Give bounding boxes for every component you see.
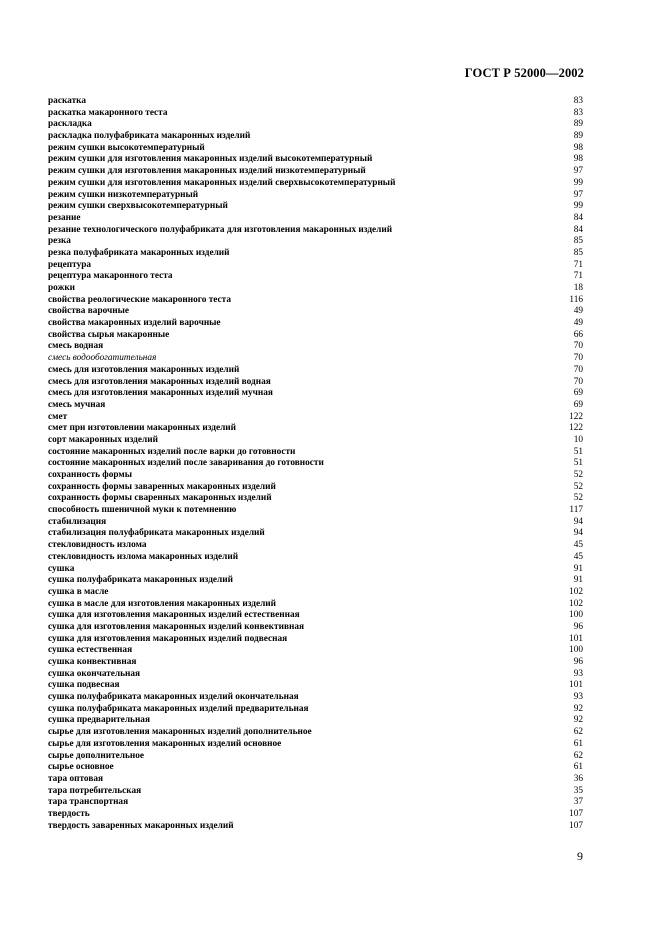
index-term: сушка для изготовления макаронных изделий естественная	[48, 610, 300, 621]
index-term: режим сушки высокотемпературный	[48, 142, 205, 153]
index-page-ref: 107	[569, 808, 583, 819]
index-page-ref: 71	[573, 259, 583, 270]
index-page-ref: 71	[573, 271, 583, 282]
index-entry	[48, 143, 583, 155]
index-page-ref: 62	[573, 727, 583, 738]
index-page-ref: 83	[573, 107, 583, 118]
index-page-ref: 70	[573, 376, 583, 387]
index-term: резание технологического полуфабриката для изготовления макаронных изделий	[48, 224, 393, 235]
index-page-ref: 99	[573, 201, 583, 212]
index-term: свойства макаронных изделий варочные	[48, 318, 221, 329]
index-page-ref: 93	[573, 668, 583, 679]
index-page-ref: 37	[573, 797, 583, 808]
index-entry	[48, 482, 583, 494]
index-entry	[48, 412, 583, 424]
index-page-ref: 18	[573, 283, 583, 293]
index-entry	[48, 587, 583, 599]
index-page-ref: 93	[573, 692, 583, 703]
index-entry	[48, 377, 583, 389]
index-term: рожки	[48, 283, 76, 293]
index-term: состояние макаронных изделий после варки до готовности	[48, 446, 296, 457]
index-entry	[48, 295, 583, 307]
index-page-ref: 52	[573, 481, 583, 492]
index-page-ref: 91	[573, 575, 583, 586]
index-term: свойства реологические макаронного теста	[48, 294, 232, 305]
index-page-ref: 69	[573, 399, 583, 410]
index-page-ref: 96	[573, 621, 583, 632]
index-entry	[48, 797, 583, 809]
index-term: рецептура макаронного теста	[48, 271, 173, 282]
index-entry	[48, 786, 583, 798]
index-term: раскладка	[48, 119, 92, 130]
index-page-ref: 84	[573, 224, 583, 235]
index-entry	[48, 751, 583, 763]
index-entry	[48, 260, 583, 272]
index-entry	[48, 657, 583, 669]
index-term: твердость заваренных макаронных изделий	[48, 820, 234, 831]
index-term: режим сушки для изготовления макаронных изделий низкотемпературный	[48, 166, 366, 177]
index-term: тара транспортная	[48, 797, 129, 808]
index-term: сушка естественная	[48, 645, 133, 656]
index-page-ref: 61	[573, 738, 583, 749]
index-page-ref: 89	[573, 131, 583, 142]
index-term: резка полуфабриката макаронных изделий	[48, 247, 230, 258]
index-term: тара оптовая	[48, 773, 104, 784]
index-page-ref: 70	[573, 364, 583, 375]
index-entry	[48, 727, 583, 739]
standard-designation: ГОСТ Р 52000—2002	[464, 66, 584, 80]
index-entry	[48, 248, 583, 260]
index-entry	[48, 318, 583, 330]
index-term: смесь для изготовления макаронных изделий	[48, 364, 240, 375]
index-term: смесь для изготовления макаронных изделий мучная	[48, 388, 273, 399]
index-page-ref: 69	[573, 388, 583, 399]
index-page-ref: 101	[569, 633, 583, 644]
index-page-ref: 49	[573, 318, 583, 329]
index-term: тара потребительская	[48, 785, 142, 796]
index-entry	[48, 774, 583, 786]
index-entry	[48, 528, 583, 540]
index-page-ref: 36	[573, 773, 583, 784]
index-page-ref: 97	[573, 166, 583, 177]
index-term: стекловидность излома	[48, 540, 147, 551]
index-term: сушка предварительная	[48, 715, 150, 726]
index-term: сушка для изготовления макаронных изделий подвесная	[48, 633, 288, 644]
index-entry	[48, 96, 583, 108]
index-term: сушка полуфабриката макаронных изделий окончательная	[48, 692, 299, 703]
index-entry	[48, 458, 583, 470]
index-entry	[48, 108, 583, 120]
index-page-ref: 94	[573, 528, 583, 539]
index-entry	[48, 131, 583, 143]
index-term: режим сушки сверхвысокотемпературный	[48, 201, 228, 212]
index-entry	[48, 762, 583, 774]
index-term: смет	[48, 411, 68, 422]
index-entry	[48, 809, 583, 821]
index-entry	[48, 540, 583, 552]
index-page-ref: 45	[573, 551, 583, 562]
index-term: стабилизация	[48, 516, 107, 527]
index-page-ref: 45	[573, 540, 583, 551]
index-page-ref: 96	[573, 657, 583, 667]
index-entry	[48, 692, 583, 704]
index-term: сушка полуфабриката макаронных изделий	[48, 575, 233, 586]
index-term: смесь мучная	[48, 399, 106, 410]
index-entry	[48, 400, 583, 412]
index-page-ref: 89	[573, 119, 583, 130]
index-entry	[48, 447, 583, 459]
index-entry	[48, 201, 583, 213]
index-entry	[48, 353, 583, 365]
index-entry	[48, 423, 583, 435]
alphabetical-index	[48, 96, 583, 832]
index-page-ref: 52	[573, 493, 583, 504]
index-entry	[48, 505, 583, 517]
index-page-ref: 94	[573, 516, 583, 527]
index-page-ref: 51	[573, 446, 583, 457]
index-entry	[48, 306, 583, 318]
index-page-ref: 66	[573, 329, 583, 340]
index-term: сырье основное	[48, 762, 114, 773]
index-entry	[48, 388, 583, 400]
index-entry	[48, 365, 583, 377]
index-entry	[48, 190, 583, 202]
index-entry	[48, 610, 583, 622]
index-entry	[48, 739, 583, 751]
index-term: раскатка макаронного теста	[48, 107, 168, 118]
index-entry	[48, 330, 583, 342]
index-page-ref: 84	[573, 212, 583, 223]
index-entry	[48, 236, 583, 248]
index-page-ref: 122	[569, 411, 583, 422]
index-page-ref: 52	[573, 470, 583, 480]
index-term: сырье для изготовления макаронных изделий дополнительное	[48, 727, 312, 738]
index-page-ref: 117	[569, 505, 583, 516]
index-page-ref: 101	[569, 680, 583, 691]
index-term: свойства варочные	[48, 306, 130, 317]
index-term: способность пшеничной муки к потемнению	[48, 505, 237, 516]
index-page-ref: 102	[569, 598, 583, 609]
index-term: сохранность формы сваренных макаронных изделий	[48, 493, 272, 504]
index-page-ref: 85	[573, 247, 583, 258]
index-page-ref: 98	[573, 142, 583, 153]
index-term: стекловидность излома макаронных изделий	[48, 551, 239, 562]
index-page-ref: 99	[573, 177, 583, 188]
index-term: сушка в масле	[48, 586, 109, 597]
index-term: состояние макаронных изделий после заваривания до готовности	[48, 458, 324, 469]
index-page-ref: 92	[573, 703, 583, 714]
index-term: стабилизация полуфабриката макаронных изделий	[48, 528, 265, 539]
index-term: свойства сырья макаронные	[48, 329, 170, 340]
index-entry	[48, 575, 583, 587]
index-entry	[48, 493, 583, 505]
index-page-ref: 85	[573, 236, 583, 247]
index-term: сохранность формы заваренных макаронных изделий	[48, 481, 276, 492]
index-entry	[48, 119, 583, 131]
index-entry	[48, 271, 583, 283]
index-page-ref: 116	[569, 294, 583, 305]
index-page-ref: 92	[573, 715, 583, 726]
index-entry	[48, 634, 583, 646]
index-entry	[48, 599, 583, 611]
index-entry	[48, 283, 583, 295]
index-page-ref: 61	[573, 762, 583, 773]
index-term: сушка подвесная	[48, 680, 120, 691]
index-term: сырье для изготовления макаронных изделий основное	[48, 738, 282, 749]
index-entry	[48, 225, 583, 237]
index-page-ref: 97	[573, 189, 583, 200]
index-entry	[48, 213, 583, 225]
index-term: резка	[48, 236, 71, 247]
index-term: сорт макаронных изделий	[48, 434, 158, 445]
index-page-ref: 122	[569, 423, 583, 434]
index-term: сохранность формы	[48, 470, 133, 480]
index-term: твердость	[48, 808, 90, 819]
index-page-ref: 70	[573, 353, 583, 364]
index-page-ref: 49	[573, 306, 583, 317]
index-entry	[48, 341, 583, 353]
index-entry	[48, 178, 583, 190]
index-page-ref: 100	[569, 645, 583, 656]
index-term: сушка полуфабриката макаронных изделий предварительная	[48, 703, 309, 714]
index-entry	[48, 680, 583, 692]
index-entry	[48, 435, 583, 447]
index-term: смесь водная	[48, 341, 104, 352]
index-entry	[48, 821, 583, 833]
index-page-ref: 70	[573, 341, 583, 352]
index-entry	[48, 715, 583, 727]
index-page-ref: 62	[573, 750, 583, 761]
index-term: сушка конвективная	[48, 657, 137, 667]
index-term: раскладка полуфабриката макаронных изделий	[48, 131, 251, 142]
index-page-ref: 107	[569, 820, 583, 831]
index-page-ref: 98	[573, 154, 583, 165]
index-entry	[48, 669, 583, 681]
index-entry	[48, 645, 583, 657]
index-entry	[48, 166, 583, 178]
index-term: сушка	[48, 563, 75, 574]
index-term: смесь для изготовления макаронных изделий водная	[48, 376, 271, 387]
index-term: раскатка	[48, 96, 86, 106]
index-term: режим сушки для изготовления макаронных изделий сверхвысокотемпературный	[48, 177, 396, 188]
index-term: сырье дополнительное	[48, 750, 145, 761]
index-entry	[48, 470, 583, 482]
index-entry	[48, 704, 583, 716]
index-entry	[48, 552, 583, 564]
index-term: сушка окончательная	[48, 668, 141, 679]
index-term: рецептура	[48, 259, 92, 270]
index-term: режим сушки низкотемпературный	[48, 189, 199, 200]
index-page-ref: 35	[573, 785, 583, 796]
index-term: сушка для изготовления макаронных изделий конвективная	[48, 621, 305, 632]
index-entry	[48, 622, 583, 634]
index-term: сушка в масле для изготовления макаронных изделий	[48, 598, 277, 609]
index-page-ref: 51	[573, 458, 583, 469]
index-term: резание	[48, 212, 81, 223]
index-entry	[48, 154, 583, 166]
index-page-ref: 83	[573, 96, 583, 106]
index-term: режим сушки для изготовления макаронных изделий высокотемпературный	[48, 154, 373, 165]
page-number: 9	[577, 849, 583, 863]
index-page-ref: 100	[569, 610, 583, 621]
index-entry	[48, 564, 583, 576]
index-page-ref: 102	[569, 586, 583, 597]
index-term: смесь водообогатительная	[48, 353, 157, 364]
index-term: смет при изготовлении макаронных изделий	[48, 423, 237, 434]
index-page-ref: 10	[573, 434, 583, 445]
index-entry	[48, 517, 583, 529]
index-page-ref: 91	[573, 563, 583, 574]
